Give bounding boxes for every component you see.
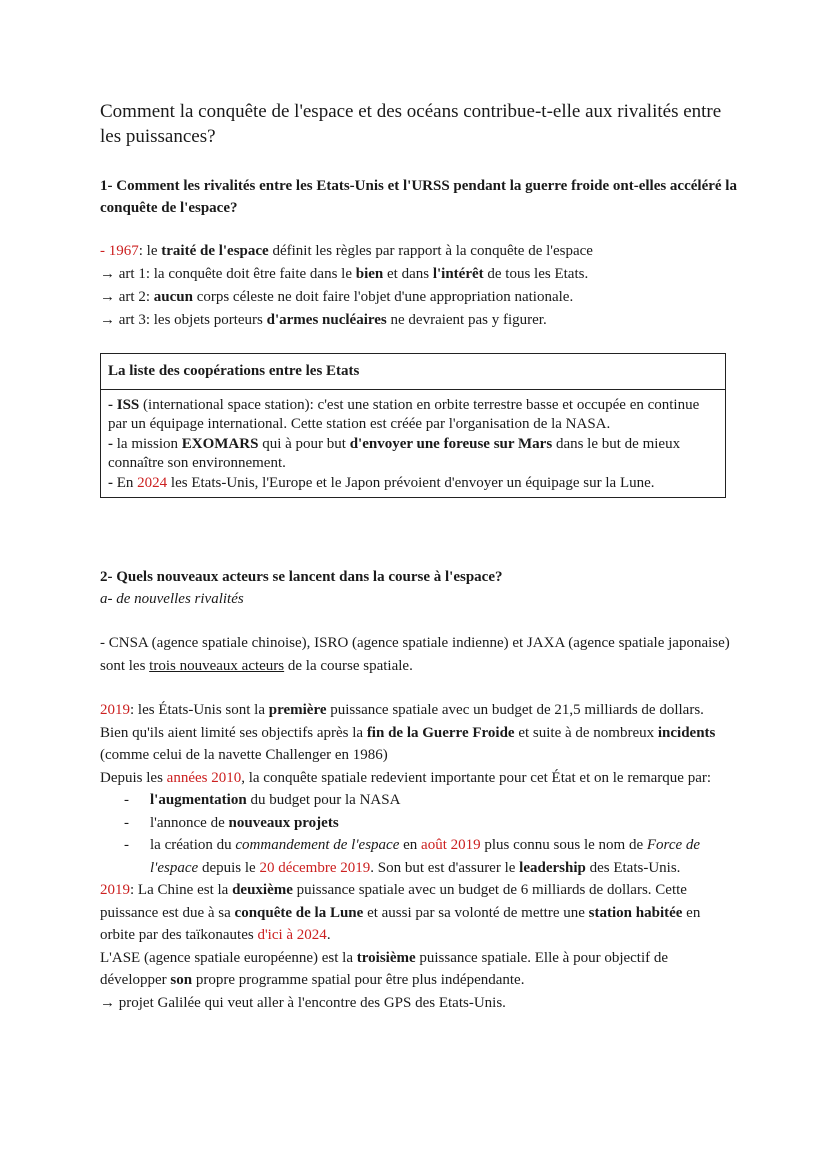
emphasis: l'augmentation [150, 792, 247, 808]
section-2-subheading: a- de nouvelles rivalités [100, 591, 244, 607]
esa-paragraph [100, 947, 732, 992]
date: août 2019 [421, 837, 481, 853]
text: → art 3: les objets porteurs [100, 312, 267, 328]
list-item [100, 789, 732, 812]
text: ne devraient pas y figurer. [386, 312, 547, 328]
section-1-heading: 1- Comment les rivalités entre les Etats-Unis et l'URSS pendant la guerre froide ont-elles accéléré la conquête de l'espace? [100, 178, 737, 216]
bullet-dash: - [124, 792, 129, 808]
year: 2019 [100, 882, 130, 898]
text: (international space station): c'est une station en orbite terrestre basse et occupée en continue par un équipage international. Cette station est créée par l'organisation de la NASA. [108, 396, 700, 432]
article-2 [100, 286, 740, 309]
italic-text: Force de l'espace [150, 837, 701, 876]
actors-paragraph [100, 632, 730, 677]
emphasis: bien [355, 266, 384, 282]
treaty-year: 1967 [108, 243, 139, 259]
emphasis: conquête de la Lune [234, 904, 364, 921]
text: les Etats-Unis, l'Europe et le Japon prévoient d'envoyer un équipage sur la Lune. [167, 474, 655, 491]
article-1 [100, 263, 740, 286]
iss-item [108, 396, 718, 435]
bullet-dash: - [124, 814, 129, 831]
text: (comme celui de la navette Challenger en 1986) [100, 747, 388, 763]
text: en orbite par des taïkonautes [100, 904, 701, 943]
text: de tous les Etats. [483, 266, 589, 282]
emphasis: incidents [657, 724, 716, 741]
iss-label: - ISS [108, 396, 140, 413]
text: En [116, 474, 138, 491]
text: puissance spatiale avec un budget de 21,5 milliards de dollars. Bien qu'ils aient limité ses objectifs après la [100, 702, 704, 741]
text: L'ASE (agence spatiale européenne) est la [100, 949, 357, 966]
cooperation-box [100, 353, 726, 498]
text: et aussi par sa volonté de mettre une [363, 904, 589, 921]
cooperation-box-body [101, 390, 725, 498]
emphasis: son [170, 972, 193, 988]
treaty-paragraph [100, 240, 740, 332]
emphasis: aucun [153, 289, 193, 305]
emphasis: troisième [356, 949, 416, 966]
bullet-dash: - [124, 837, 129, 853]
treaty-line [100, 240, 740, 263]
text: puissance spatiale. Elle à pour objectif de développer [100, 949, 669, 988]
moon-item [108, 474, 718, 494]
main-text [100, 699, 732, 1014]
year: 2019 [100, 702, 130, 718]
text: plus connu sous le nom de [480, 837, 647, 853]
article-3 [100, 309, 740, 332]
dash: - [100, 243, 109, 259]
text: et suite à de nombreux [514, 724, 658, 741]
date: d'ici à 2024 [257, 927, 327, 943]
emphasis: fin de la Guerre Froide [366, 724, 515, 741]
emphasis: d'armes nucléaires [266, 312, 387, 328]
date: 20 décembre 2019 [259, 859, 371, 876]
text: : le [138, 243, 162, 259]
text: la mission [116, 435, 182, 452]
text: - CNSA (agence spatiale chinoise), ISRO (agence spatiale indienne) et JAXA (agence spatiale japonaise) sont les [100, 635, 730, 674]
page-title: Comment la conquête de l'espace et des océans contribue-t-elle aux rivalités entre les puissances? [100, 101, 722, 147]
date: années 2010 [166, 769, 242, 786]
dash: - [108, 474, 117, 491]
emphasis: leadership [519, 859, 586, 876]
us-paragraph [100, 699, 732, 767]
galileo-line: → projet Galilée qui veut aller à l'encontre des GPS des Etats-Unis. [100, 994, 506, 1011]
text: : La Chine est la [130, 882, 233, 898]
list-item [100, 812, 732, 835]
text: puissance spatiale avec un budget de 6 milliards de dollars. Cette puissance est due à sa [100, 882, 687, 921]
text: Depuis les [100, 769, 167, 786]
text: → art 1: la conquête doit être faite dans le [100, 266, 356, 282]
text: . Son but est d'assurer le [370, 859, 520, 876]
text: et dans [383, 266, 433, 282]
text: depuis le [198, 859, 260, 876]
emphasis: l'intérêt [432, 266, 484, 282]
text: en [399, 837, 422, 853]
text: des Etats-Unis. [585, 859, 681, 876]
year: 2024 [137, 474, 168, 491]
underlined-text: trois nouveaux acteurs [149, 657, 285, 674]
emphasis: première [268, 702, 327, 718]
text: qui à pour but [258, 435, 350, 452]
italic-text: commandement de l'espace [235, 837, 400, 853]
exomars-item [108, 435, 718, 474]
dash: - [108, 435, 117, 452]
treaty-name: traité de l'espace [161, 243, 269, 259]
bullet-list [100, 789, 732, 879]
text: propre programme spatial pour être plus indépendante. [192, 972, 525, 988]
emphasis: deuxième [232, 882, 293, 898]
text: corps céleste ne doit faire l'objet d'une appropriation nationale. [192, 289, 574, 305]
section-2-heading: 2- Quels nouveaux acteurs se lancent dans la course à l'espace? [100, 569, 503, 585]
text: du budget pour la NASA [246, 792, 401, 808]
emphasis: d'envoyer une foreuse sur Mars [349, 435, 553, 452]
text: la création du [150, 837, 236, 853]
emphasis: station habitée [588, 904, 683, 921]
cooperation-box-heading: La liste des coopérations entre les Etats [101, 354, 725, 390]
text: : les États-Unis sont la [130, 702, 269, 718]
text: définit les règles par rapport à la conquête de l'espace [268, 243, 593, 259]
text: . [326, 927, 331, 943]
since-paragraph [100, 767, 732, 790]
list-item [100, 834, 732, 879]
emphasis: nouveaux projets [228, 814, 339, 831]
china-paragraph [100, 879, 732, 947]
exomars-label: EXOMARS [181, 435, 259, 452]
text: de la course spatiale. [284, 657, 413, 674]
text: dans le but de mieux connaître son environnement. [108, 435, 681, 471]
text: , la conquête spatiale redevient importante pour cet État et on le remarque par: [241, 769, 712, 786]
text: → art 2: [100, 289, 154, 305]
text: l'annonce de [150, 814, 229, 831]
